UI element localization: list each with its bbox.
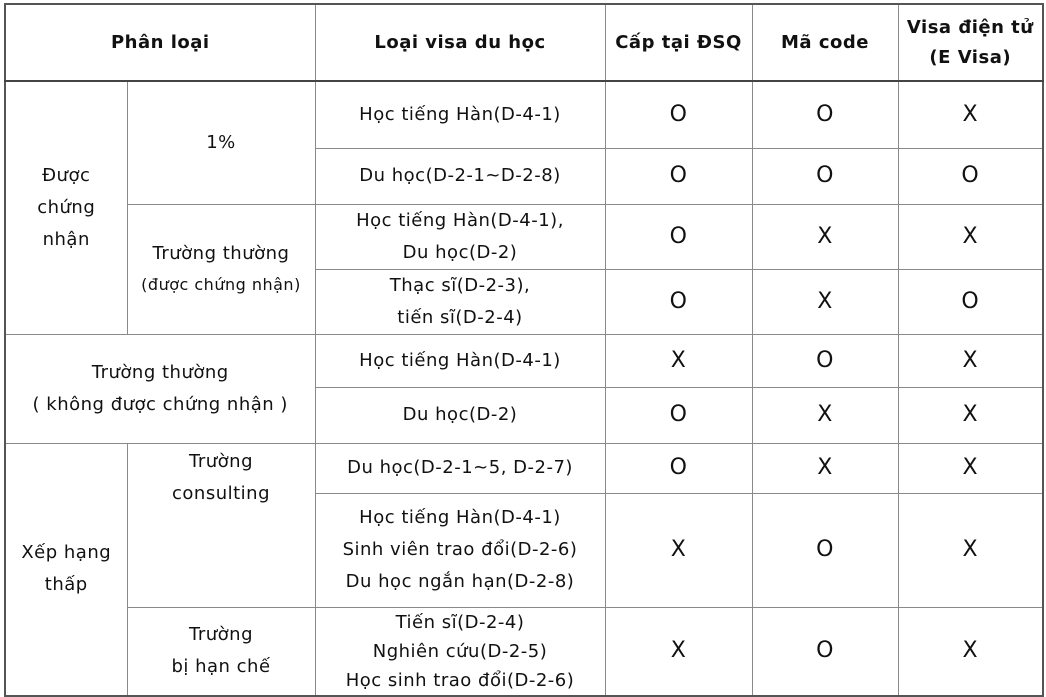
visa-line: Du học(D-2) — [402, 241, 518, 263]
embassy-mark: X — [605, 493, 752, 607]
table-row — [5, 443, 1043, 493]
evisa-mark: X — [898, 387, 1043, 443]
evisa-mark: O — [898, 269, 1043, 334]
group-certified-label-line: chứng — [37, 196, 96, 218]
header-evisa-line2: (E Visa) — [929, 46, 1012, 68]
evisa-mark: X — [898, 334, 1043, 387]
subgroup-one-percent: 1% — [127, 81, 315, 204]
visa-line: Tiến sĩ(D-2-4) — [395, 611, 525, 633]
evisa-mark: X — [898, 204, 1043, 269]
visa-line: Học tiếng Hàn(D-4-1) — [359, 507, 561, 528]
visa-comparison-table — [4, 3, 1044, 697]
subgroup-restricted-line: bị hạn chế — [171, 656, 271, 677]
code-mark: O — [752, 607, 898, 696]
visa-cell — [315, 269, 605, 334]
group-uncertified-line: ( không được chứng nhận ) — [32, 393, 288, 415]
table-header-row — [5, 4, 1043, 81]
visa-cell — [315, 443, 605, 493]
embassy-mark: O — [605, 81, 752, 148]
visa-line: Học tiếng Hàn(D-4-1), — [356, 209, 564, 231]
visa-cell — [315, 81, 605, 148]
visa-line: Du học(D-2) — [402, 404, 518, 425]
visa-line: Du học(D-2-1~5, D-2-7) — [347, 457, 573, 478]
group-low-ranked-line: thấp — [44, 574, 88, 595]
table-row — [5, 81, 1043, 148]
evisa-mark: X — [898, 493, 1043, 607]
code-mark: O — [752, 81, 898, 148]
embassy-mark: O — [605, 204, 752, 269]
subgroup-regular-note: (được chứng nhận) — [141, 275, 301, 294]
visa-cell — [315, 493, 605, 607]
visa-cell — [315, 334, 605, 387]
embassy-mark: X — [605, 334, 752, 387]
subgroup-regular-certified — [127, 204, 315, 334]
visa-line: tiến sĩ(D-2-4) — [397, 306, 523, 328]
code-mark: O — [752, 493, 898, 607]
group-certified-label-line: nhận — [42, 228, 90, 250]
evisa-mark: X — [898, 607, 1043, 696]
visa-cell — [315, 204, 605, 269]
visa-line: Học tiếng Hàn(D-4-1) — [359, 103, 561, 125]
table-row — [5, 607, 1043, 696]
visa-line: Du học(D-2-1~D-2-8) — [359, 165, 561, 186]
subgroup-consulting-line: Trường — [188, 450, 253, 472]
group-uncertified-label — [5, 334, 315, 443]
embassy-mark: X — [605, 607, 752, 696]
embassy-mark: O — [605, 443, 752, 493]
visa-line: Học sinh trao đổi(D-2-6) — [345, 669, 575, 691]
group-certified-label-line: Được — [42, 164, 91, 186]
embassy-mark: O — [605, 269, 752, 334]
visa-cell — [315, 148, 605, 204]
header-code: Mã code — [752, 4, 898, 81]
code-mark: X — [752, 387, 898, 443]
evisa-mark: X — [898, 81, 1043, 148]
visa-line: Học tiếng Hàn(D-4-1) — [359, 349, 561, 371]
group-certified-label — [5, 81, 127, 334]
header-visa-type: Loại visa du học — [315, 4, 605, 81]
visa-line: Thạc sĩ(D-2-3), — [389, 274, 531, 296]
code-mark: O — [752, 148, 898, 204]
table-row — [5, 204, 1043, 269]
visa-cell — [315, 607, 605, 696]
header-evisa-line1: Visa điện tử — [906, 16, 1034, 38]
header-classification: Phân loại — [5, 4, 315, 81]
visa-line: Sinh viên trao đổi(D-2-6) — [342, 539, 578, 560]
code-mark: X — [752, 443, 898, 493]
subgroup-restricted-line: Trường — [188, 624, 253, 645]
visa-line: Du học ngắn hạn(D-2-8) — [345, 571, 575, 592]
evisa-mark: O — [898, 148, 1043, 204]
code-mark: X — [752, 204, 898, 269]
header-embassy: Cấp tại ĐSQ — [605, 4, 752, 81]
group-uncertified-line: Trường thường — [91, 361, 229, 383]
subgroup-regular-label: Trường thường — [152, 243, 290, 264]
code-mark: X — [752, 269, 898, 334]
visa-line: Nghiên cứu(D-2-5) — [372, 640, 548, 662]
subgroup-consulting-line: consulting — [172, 482, 270, 504]
group-low-ranked-line: Xếp hạng — [21, 542, 112, 563]
table-row — [5, 334, 1043, 387]
subgroup-consulting — [127, 443, 315, 607]
subgroup-restricted — [127, 607, 315, 696]
embassy-mark: O — [605, 387, 752, 443]
visa-cell — [315, 387, 605, 443]
evisa-mark: X — [898, 443, 1043, 493]
code-mark: O — [752, 334, 898, 387]
group-low-ranked-label — [5, 443, 127, 696]
header-evisa — [898, 4, 1043, 81]
embassy-mark: O — [605, 148, 752, 204]
